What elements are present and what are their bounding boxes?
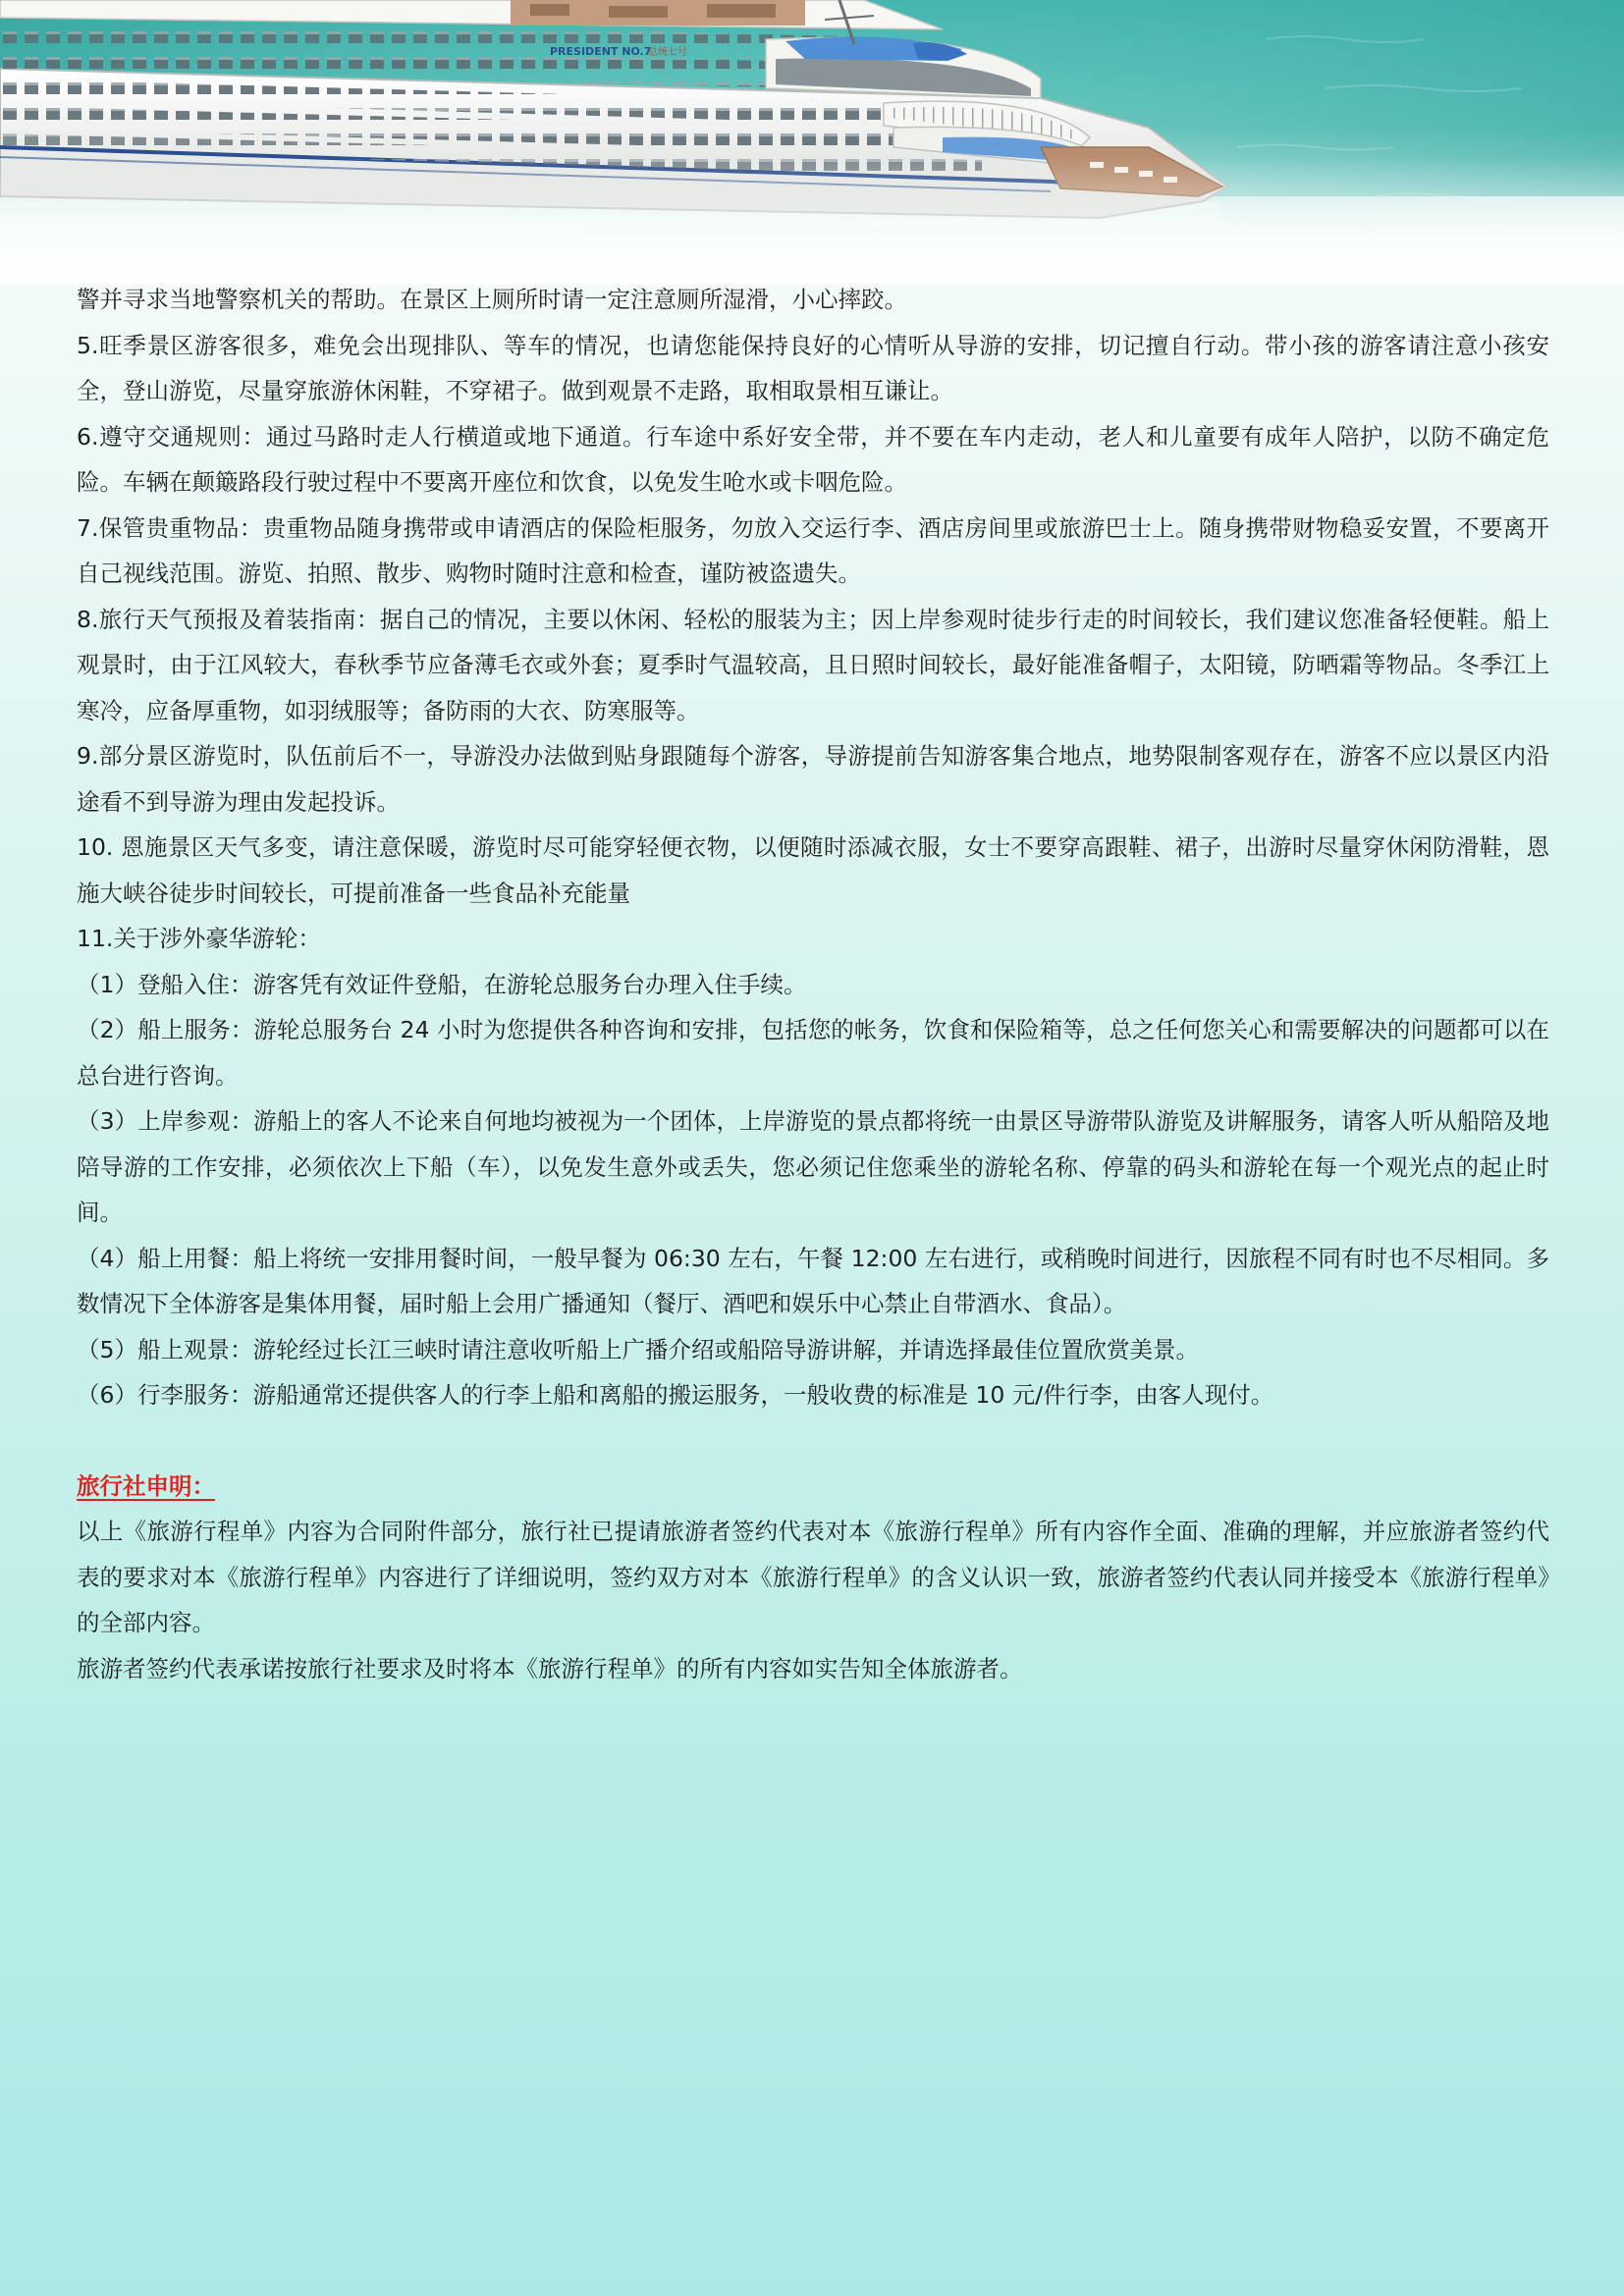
cruise-item: （6）行李服务：游船通常还提供客人的行李上船和离船的搬运服务，一般收费的标准是 10 元/件行李，由客人现付。	[77, 1381, 1274, 1409]
cruise-item: （1）登船入住：游客凭有效证件登船，在游轮总服务台办理入住手续。	[77, 970, 807, 998]
document-body	[77, 277, 1549, 1691]
cruise-item: （2）船上服务：游轮总服务台 24 小时为您提供各种咨询和安排，包括您的帐务，饮食和保险箱等，总之任何您关心和需要解决的问题都可以在总台进行咨询。	[77, 1016, 1549, 1090]
travel-tips-list	[77, 277, 1549, 962]
tip-item: 7.保管贵重物品：贵重物品随身携带或申请酒店的保险柜服务，勿放入交运行李、酒店房间里或旅游巴士上。随身携带财物稳妥安置，不要离开自己视线范围。游览、拍照、散步、购物时随时注意和检查，谨防被盗遗失。	[77, 513, 1549, 587]
statement-paragraph: 旅游者签约代表承诺按旅行社要求及时将本《旅游行程单》的所有内容如实告知全体旅游者。	[77, 1654, 1023, 1682]
tip-item: 11.关于涉外豪华游轮：	[77, 925, 321, 952]
tip-item: 5.旺季景区游客很多，难免会出现排队、等车的情况，也请您能保持良好的心情听从导游的安排，切记擅自行动。带小孩的游客请注意小孩安全，登山游览，尽量穿旅游休闲鞋，不穿裙子。做到观景不走路，取相取景相互谦让。	[77, 331, 1549, 404]
tip-item: 6.遵守交通规则：通过马路时走人行横道或地下通道。行车途中系好安全带，并不要在车内走动，老人和儿童要有成年人陪护，以防不确定危险。车辆在颠簸路段行驶过程中不要离开座位和饮食，以免发生呛水或卡咽危险。	[77, 422, 1549, 496]
statement-paragraph: 以上《旅游行程单》内容为合同附件部分，旅行社已提请旅游者签约代表对本《旅游行程单》所有内容作全面、准确的理解，并应旅游者签约代表的要求对本《旅游行程单》内容进行了详细说明，签约双方对本《旅游行程单》的含义认识一致，旅游者签约代表认同并接受本《旅游行程单》的全部内容。	[77, 1518, 1549, 1636]
cruise-item: （4）船上用餐：船上将统一安排用餐时间，一般早餐为 06:30 左右，午餐 12:00 左右进行，或稍晚时间进行，因旅程不同有时也不尽相同。多数情况下全体游客是集体用餐，届时船上会用广播通知（餐厅、酒吧和娱乐中心禁止自带酒水、食品）。	[77, 1244, 1549, 1317]
section-spacer	[77, 1418, 1549, 1464]
cruise-ship-illustration	[0, 0, 1624, 285]
tip-item: 10. 恩施景区天气多变，请注意保暖，游览时尽可能穿轻便衣物，以便随时添减衣服，女士不要穿高跟鞋、裙子，出游时尽量穿休闲防滑鞋，恩施大峡谷徒步时间较长，可提前准备一些食品补充能量	[77, 833, 1549, 907]
cruise-item: （5）船上观景：游轮经过长江三峡时请注意收听船上广播介绍或船陪导游讲解，并请选择最佳位置欣赏美景。	[77, 1335, 1199, 1363]
tip-item: 警并寻求当地警察机关的帮助。在景区上厕所时请一定注意厕所湿滑，小心摔跤。	[77, 286, 907, 313]
cruise-info-list	[77, 962, 1549, 1418]
tip-item: 8.旅行天气预报及着装指南：据自己的情况，主要以休闲、轻松的服装为主；因上岸参观时徒步行走的时间较长，我们建议您准备轻便鞋。船上观景时，由于江风较大，春秋季节应备薄毛衣或外套；夏季时气温较高，且日照时间较长，最好能准备帽子，太阳镜，防晒霜等物品。冬季江上寒冷，应备厚重物，如羽绒服等；备防雨的大衣、防寒服等。	[77, 605, 1549, 724]
agency-statement	[77, 1464, 1549, 1692]
hero-banner	[0, 0, 1624, 285]
statement-title: 旅行社申明：	[77, 1471, 215, 1500]
cruise-item: （3）上岸参观：游船上的客人不论来自何地均被视为一个团体，上岸游览的景点都将统一由景区导游带队游览及讲解服务，请客人听从船陪及地陪导游的工作安排，必须依次上下船（车），以免发生意外或丢失，您必须记住您乘坐的游轮名称、停靠的码头和游轮在每一个观光点的起止时间。	[77, 1107, 1549, 1226]
tip-item: 9.部分景区游览时，队伍前后不一，导游没办法做到贴身跟随每个游客，导游提前告知游客集合地点，地势限制客观存在，游客不应以景区内沿途看不到导游为理由发起投诉。	[77, 742, 1549, 816]
